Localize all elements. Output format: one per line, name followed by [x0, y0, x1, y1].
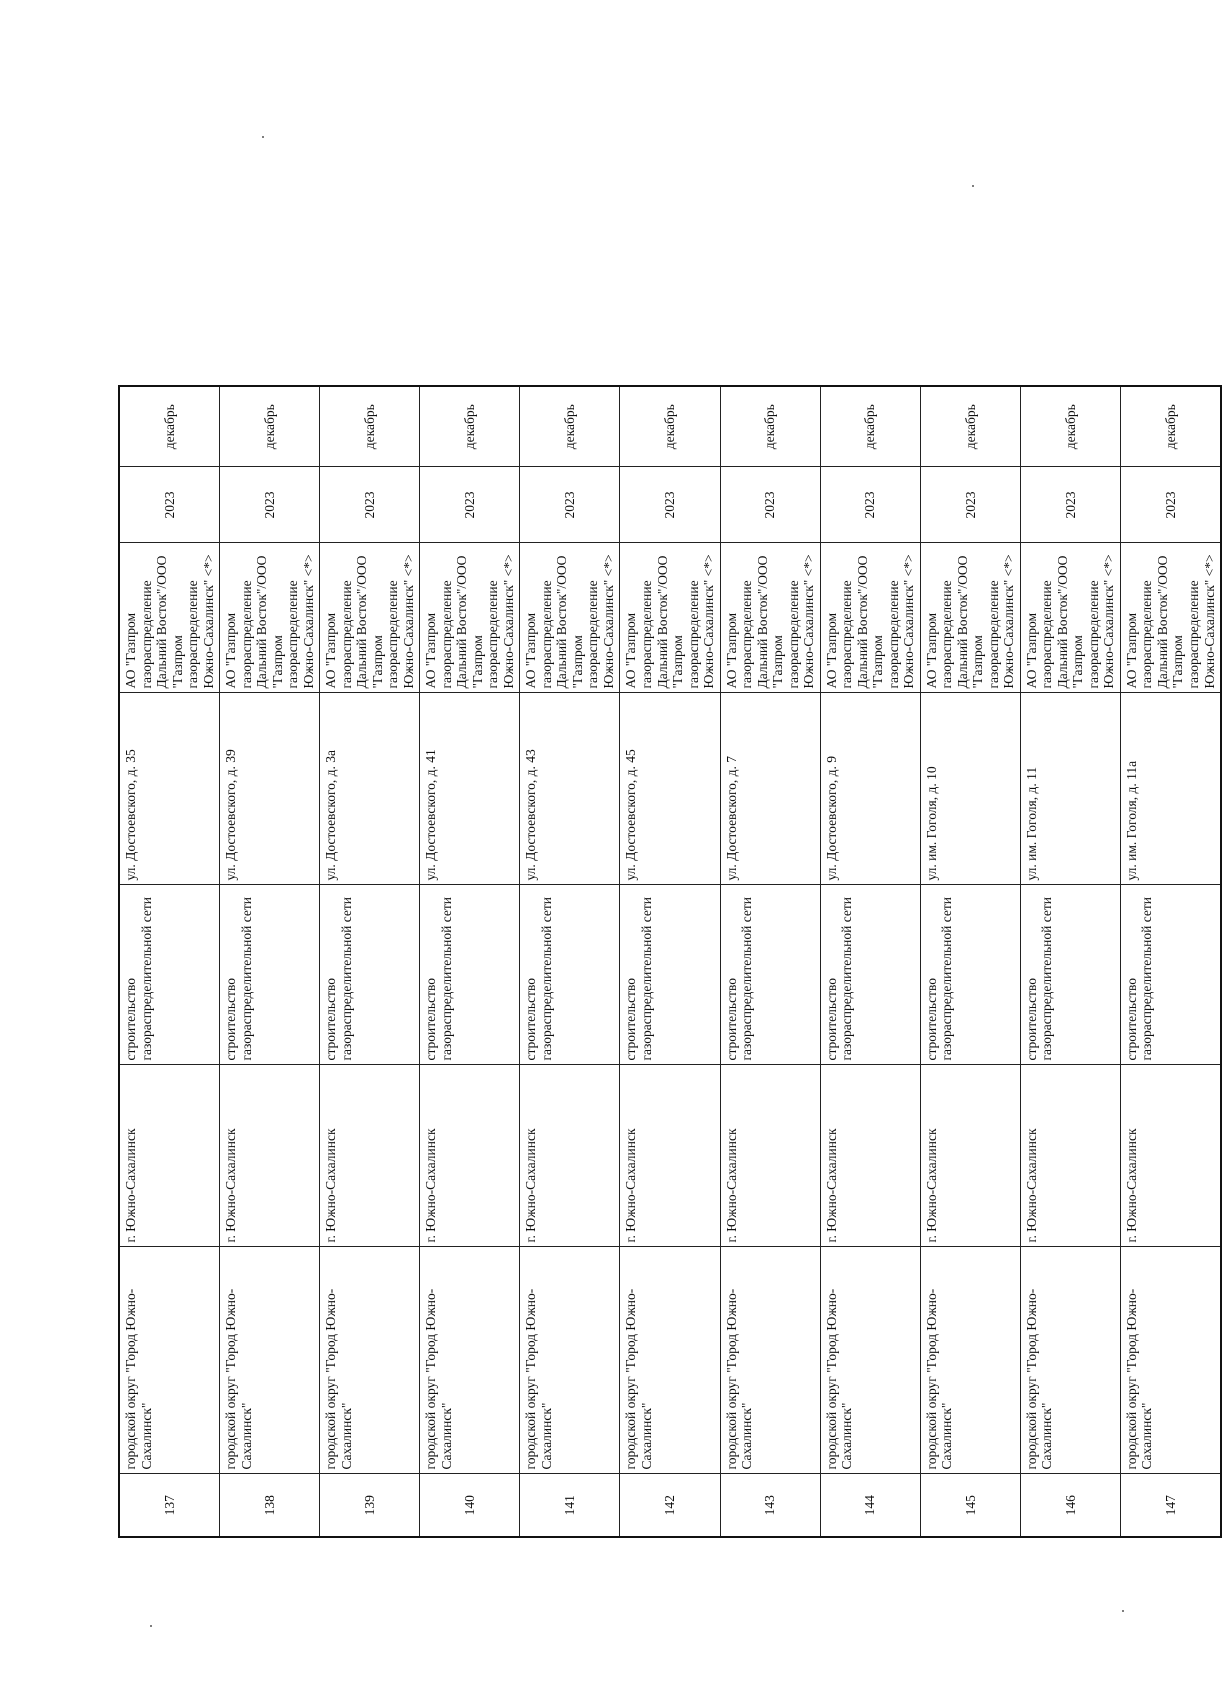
table-row	[220, 386, 320, 1537]
address-cell: ул. Достоевского, д. 7	[720, 693, 820, 885]
row-number: 138	[220, 1474, 320, 1537]
organization-cell: АО "Газпром газораспределение Дальний Восток"/ООО "Газпром газораспределение Южно-Сахалинск" <*>	[820, 543, 920, 693]
district-cell: городской округ "Город Южно-Сахалинск"	[1120, 1247, 1221, 1474]
table-row	[820, 386, 920, 1537]
district-cell: городской округ "Город Южно-Сахалинск"	[320, 1247, 420, 1474]
year-cell: 2023	[720, 467, 820, 543]
month-cell: декабрь	[119, 386, 220, 467]
work-type-cell: строительство газораспределительной сети	[420, 885, 520, 1065]
organization-cell: АО "Газпром газораспределение Дальний Восток"/ООО "Газпром газораспределение Южно-Сахалинск" <*>	[420, 543, 520, 693]
row-number: 143	[720, 1474, 820, 1537]
row-number: 144	[820, 1474, 920, 1537]
organization-cell: АО "Газпром газораспределение Дальний Восток"/ООО "Газпром газораспределение Южно-Сахалинск" <*>	[1120, 543, 1221, 693]
district-cell: городской округ "Город Южно-Сахалинск"	[520, 1247, 620, 1474]
table-body	[119, 386, 1221, 1537]
city-cell: г. Южно-Сахалинск	[119, 1065, 220, 1247]
district-cell: городской округ "Город Южно-Сахалинск"	[920, 1247, 1020, 1474]
district-cell: городской округ "Город Южно-Сахалинск"	[820, 1247, 920, 1474]
address-cell: ул. им. Гоголя, д. 10	[920, 693, 1020, 885]
work-type-cell: строительство газораспределительной сети	[820, 885, 920, 1065]
month-cell: декабрь	[1120, 386, 1221, 467]
row-number: 142	[620, 1474, 720, 1537]
address-cell: ул. Достоевского, д. 41	[420, 693, 520, 885]
city-cell: г. Южно-Сахалинск	[720, 1065, 820, 1247]
row-number: 141	[520, 1474, 620, 1537]
row-number: 147	[1120, 1474, 1221, 1537]
district-cell: городской округ "Город Южно-Сахалинск"	[119, 1247, 220, 1474]
row-number: 140	[420, 1474, 520, 1537]
organization-cell: АО "Газпром газораспределение Дальний Восток"/ООО "Газпром газораспределение Южно-Сахалинск" <*>	[119, 543, 220, 693]
year-cell: 2023	[520, 467, 620, 543]
work-type-cell: строительство газораспределительной сети	[620, 885, 720, 1065]
city-cell: г. Южно-Сахалинск	[420, 1065, 520, 1247]
work-type-cell: строительство газораспределительной сети	[1020, 885, 1120, 1065]
table-row	[320, 386, 420, 1537]
row-number: 146	[1020, 1474, 1120, 1537]
table-row	[1020, 386, 1120, 1537]
month-cell: декабрь	[920, 386, 1020, 467]
year-cell: 2023	[320, 467, 420, 543]
row-number: 145	[920, 1474, 1020, 1537]
year-cell: 2023	[1020, 467, 1120, 543]
scan-speck	[972, 185, 974, 187]
scan-speck	[150, 1625, 152, 1627]
work-type-cell: строительство газораспределительной сети	[720, 885, 820, 1065]
row-number: 139	[320, 1474, 420, 1537]
organization-cell: АО "Газпром газораспределение Дальний Восток"/ООО "Газпром газораспределение Южно-Сахалинск" <*>	[220, 543, 320, 693]
table-row	[119, 386, 220, 1537]
district-cell: городской округ "Город Южно-Сахалинск"	[620, 1247, 720, 1474]
year-cell: 2023	[119, 467, 220, 543]
table-row	[620, 386, 720, 1537]
row-number: 137	[119, 1474, 220, 1537]
district-cell: городской округ "Город Южно-Сахалинск"	[420, 1247, 520, 1474]
work-type-cell: строительство газораспределительной сети	[320, 885, 420, 1065]
work-type-cell: строительство газораспределительной сети	[920, 885, 1020, 1065]
year-cell: 2023	[220, 467, 320, 543]
address-cell: ул. им. Гоголя, д. 11а	[1120, 693, 1221, 885]
address-cell: ул. Достоевского, д. 3а	[320, 693, 420, 885]
city-cell: г. Южно-Сахалинск	[1120, 1065, 1221, 1247]
address-cell: ул. Достоевского, д. 35	[119, 693, 220, 885]
city-cell: г. Южно-Сахалинск	[320, 1065, 420, 1247]
city-cell: г. Южно-Сахалинск	[620, 1065, 720, 1247]
table-row	[420, 386, 520, 1537]
month-cell: декабрь	[220, 386, 320, 467]
scan-speck	[1122, 1610, 1124, 1612]
month-cell: декабрь	[720, 386, 820, 467]
year-cell: 2023	[420, 467, 520, 543]
table-row	[1120, 386, 1221, 1537]
work-type-cell: строительство газораспределительной сети	[520, 885, 620, 1065]
address-cell: ул. Достоевского, д. 39	[220, 693, 320, 885]
district-cell: городской округ "Город Южно-Сахалинск"	[220, 1247, 320, 1474]
month-cell: декабрь	[820, 386, 920, 467]
organization-cell: АО "Газпром газораспределение Дальний Восток"/ООО "Газпром газораспределение Южно-Сахалинск" <*>	[720, 543, 820, 693]
organization-cell: АО "Газпром газораспределение Дальний Восток"/ООО "Газпром газораспределение Южно-Сахалинск" <*>	[320, 543, 420, 693]
year-cell: 2023	[920, 467, 1020, 543]
address-cell: ул. Достоевского, д. 9	[820, 693, 920, 885]
city-cell: г. Южно-Сахалинск	[220, 1065, 320, 1247]
organization-cell: АО "Газпром газораспределение Дальний Восток"/ООО "Газпром газораспределение Южно-Сахалинск" <*>	[1020, 543, 1120, 693]
district-cell: городской округ "Город Южно-Сахалинск"	[720, 1247, 820, 1474]
city-cell: г. Южно-Сахалинск	[920, 1065, 1020, 1247]
address-cell: ул. им. Гоголя, д. 11	[1020, 693, 1120, 885]
month-cell: декабрь	[320, 386, 420, 467]
work-type-cell: строительство газораспределительной сети	[1120, 885, 1221, 1065]
table-row	[520, 386, 620, 1537]
month-cell: декабрь	[420, 386, 520, 467]
organization-cell: АО "Газпром газораспределение Дальний Восток"/ООО "Газпром газораспределение Южно-Сахалинск" <*>	[620, 543, 720, 693]
table-row	[720, 386, 820, 1537]
work-type-cell: строительство газораспределительной сети	[220, 885, 320, 1065]
organization-cell: АО "Газпром газораспределение Дальний Восток"/ООО "Газпром газораспределение Южно-Сахалинск" <*>	[920, 543, 1020, 693]
district-cell: городской округ "Город Южно-Сахалинск"	[1020, 1247, 1120, 1474]
city-cell: г. Южно-Сахалинск	[520, 1065, 620, 1247]
address-cell: ул. Достоевского, д. 43	[520, 693, 620, 885]
year-cell: 2023	[620, 467, 720, 543]
month-cell: декабрь	[1020, 386, 1120, 467]
address-cell: ул. Достоевского, д. 45	[620, 693, 720, 885]
work-type-cell: строительство газораспределительной сети	[119, 885, 220, 1065]
city-cell: г. Южно-Сахалинск	[820, 1065, 920, 1247]
month-cell: декабрь	[620, 386, 720, 467]
city-cell: г. Южно-Сахалинск	[1020, 1065, 1120, 1247]
table-row	[920, 386, 1020, 1537]
year-cell: 2023	[1120, 467, 1221, 543]
month-cell: декабрь	[520, 386, 620, 467]
scan-speck	[262, 136, 264, 138]
organization-cell: АО "Газпром газораспределение Дальний Восток"/ООО "Газпром газораспределение Южно-Сахалинск" <*>	[520, 543, 620, 693]
year-cell: 2023	[820, 467, 920, 543]
gasification-plan-table	[118, 385, 1222, 1538]
